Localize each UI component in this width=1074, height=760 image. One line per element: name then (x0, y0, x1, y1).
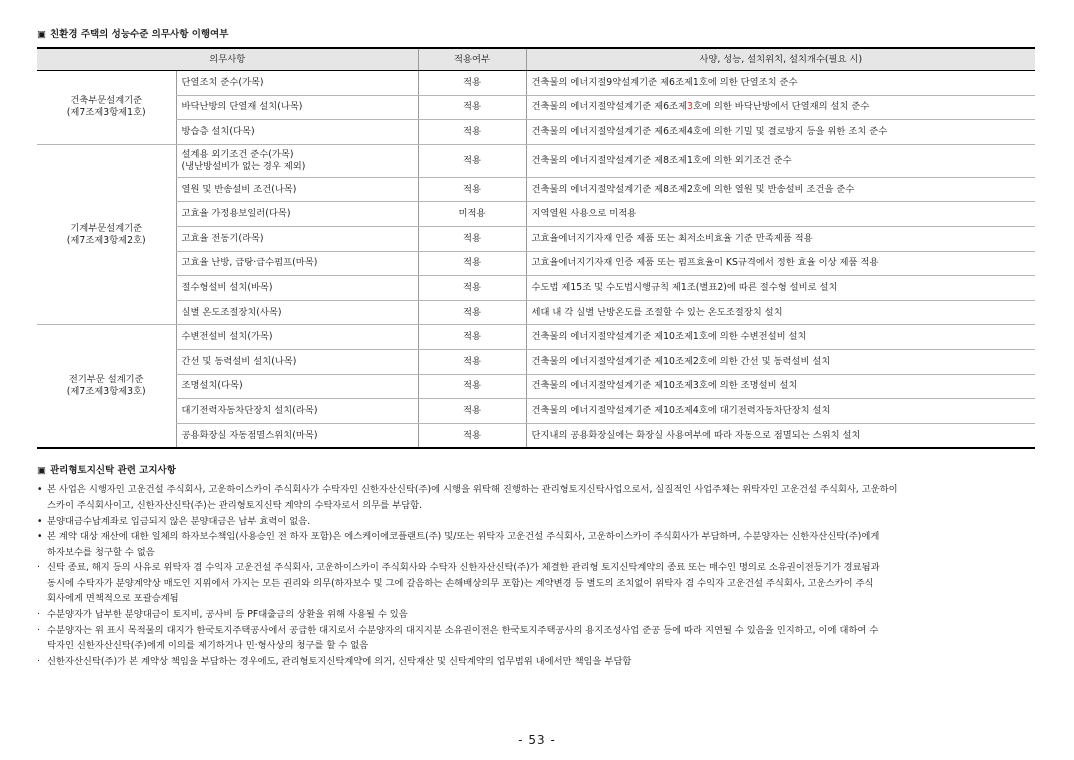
obligation-item-cell (176, 120, 418, 145)
notice-item (37, 607, 1036, 623)
category-cell (37, 144, 176, 325)
section2-title: ▣ 관리형토지신탁 관련 고지사항 (37, 465, 176, 477)
notice-text: 신한자산신탁(주)가 본 계약상 책임을 부담하는 경우에도, 관리형토지신탁계약에 의거, 신탁재산 및 신탁계약의 업무범위 내에서만 책임을 부담함 (47, 655, 632, 667)
notice-text: 본 계약 대상 재산에 대한 일체의 하자보수책임(사용승인 전 하자 포함)은 에스케이에코플랜트(주) 및/또는 위탁자 고운건설 주식회사, 고운하이스카이 주식회사가 부담하며, 수분양자는 신한자산신탁(주)에게 (47, 531, 880, 543)
section1-title: ▣ 친환경 주택의 성능수준 의무사항 이행여부 (37, 29, 229, 40)
header-obligation: 의무사항 (37, 48, 418, 71)
notice-text: 분양대금수납계좌로 입금되지 않은 분양대금은 납부 효력이 없음. (47, 515, 311, 527)
obligation-item-cell (176, 71, 418, 96)
table-row (37, 374, 1035, 399)
table-row (37, 177, 1035, 202)
obligation-item-cell (176, 325, 418, 350)
applied-status-cell: 적용 (418, 177, 526, 202)
notice-list (37, 482, 1036, 669)
applied-status-cell: 적용 (418, 120, 526, 145)
category-cell (37, 325, 176, 448)
table-row (37, 399, 1035, 424)
notice-text: 본 사업은 시행자인 고운건설 주식회사, 고운하이스카이 주식회사가 수탁자인 신한자산신탁(주)에 시행을 위탁해 진행하는 관리형토지신탁사업으로서, 실질적인 사업주체는 위탁자인 고운건설 주식회사, 고운하이 (47, 484, 898, 496)
obligation-item-text: 조명설치(다목) (181, 380, 243, 392)
obligation-item-text: 설계용 외기조건 준수(가목) (181, 148, 294, 160)
bullet-icon: • (37, 515, 43, 527)
spec-cell: 고효율에너지기자재 인증 제품 또는 펌프효율이 KS규격에서 정한 효율 이상 제품 적용 (526, 251, 1035, 276)
header-applied: 적용여부 (418, 48, 526, 71)
applied-status-cell: 적용 (418, 226, 526, 251)
notice-item (37, 654, 1036, 670)
obligation-item-text: 바닥난방의 단열재 설치(나목) (181, 101, 303, 113)
obligation-item-text: 열원 및 반송설비 조건(나목) (181, 183, 297, 195)
applied-status-cell: 적용 (418, 349, 526, 374)
bullet-icon: · (37, 562, 40, 574)
table-row (37, 226, 1035, 251)
spec-text: 건축물의 에너지절약설계기준 제6조제 (531, 101, 688, 113)
notice-text: 스카이 주식회사이고, 신한자산신탁(주)는 관리형토지신탁 계약의 수탁자로서 의무를 부담함. (47, 499, 423, 511)
applied-status-cell: 적용 (418, 144, 526, 177)
obligation-item-cell (176, 349, 418, 374)
category-label: 기계부문설계기준 (70, 222, 143, 234)
obligation-item-cell (176, 95, 418, 120)
obligation-item-text: (냉난방설비가 없는 경우 제외) (181, 160, 306, 172)
notice-text: 신탁 종료, 해지 등의 사유로 위탁자 겸 수익자 고운건설 주식회사, 고운하이스카이 주식회사와 수탁자 신한자산신탁(주)가 체결한 관리형 토지신탁계약의 종료 또는 매수인 명의로 소유권이전등기가 경료됨과 (47, 562, 880, 574)
obligation-item-text: 절수형설비 설치(바목) (181, 281, 273, 293)
notice-item (37, 623, 1036, 654)
spec-cell: 건축물의 에너지절약설계기준 제6조제4호에 의한 기밀 및 결로방지 등을 위한 조치 준수 (526, 120, 1035, 145)
notice-text: 회사에게 면책적으로 포괄승계됨 (47, 593, 179, 605)
obligation-item-cell (176, 374, 418, 399)
page-number: - 53 - (518, 733, 556, 747)
spec-cell (526, 95, 1035, 120)
spec-cell: 건축물의 에너지절약설계기준 제10조제3호에 의한 조명설비 설치 (526, 374, 1035, 399)
spec-cell: 건축물의 에너지절9약설계기준 제6조제1호에 의한 단열조치 준수 (526, 71, 1035, 96)
obligation-item-cell (176, 276, 418, 301)
requirements-table (37, 47, 1035, 449)
category-cell (37, 71, 176, 145)
spec-cell: 건축물의 에너지절약설계기준 제8조제2호에 의한 열원 및 반송설비 조건을 준수 (526, 177, 1035, 202)
applied-status-cell: 적용 (418, 300, 526, 325)
notice-item (37, 529, 1036, 560)
table-header-row (37, 48, 1035, 71)
bullet-icon: • (37, 531, 43, 543)
spec-cell: 건축물의 에너지절약설계기준 제10조제1호에 의한 수변전설비 설치 (526, 325, 1035, 350)
obligation-item-cell (176, 202, 418, 227)
table-row (37, 120, 1035, 145)
bullet-icon: · (37, 624, 40, 636)
table-body (37, 71, 1035, 449)
applied-status-cell: 적용 (418, 276, 526, 301)
obligation-item-text: 공용화장실 자동점멸스위치(마목) (181, 429, 318, 441)
applied-status-cell: 적용 (418, 423, 526, 448)
table-row (37, 251, 1035, 276)
applied-status-cell: 적용 (418, 251, 526, 276)
obligation-item-cell (176, 144, 418, 177)
notice-text: 탁자인 신한자산신탁(주)에게 이의를 제기하거나 민·형사상의 청구를 할 수 없음 (47, 640, 369, 652)
notice-text: 하자보수를 청구할 수 없음 (47, 546, 155, 558)
square-marker-icon: ▣ (37, 29, 46, 40)
spec-cell: 고효율에너지기자재 인증 제품 또는 최저소비효율 기준 만족제품 적용 (526, 226, 1035, 251)
table-row (37, 144, 1035, 177)
notice-item (37, 560, 1036, 607)
bullet-icon: · (37, 655, 40, 667)
notice-item (37, 482, 1036, 513)
notice-item (37, 514, 1036, 530)
obligation-item-text: 수변전설비 설치(가목) (181, 331, 273, 343)
applied-status-cell: 적용 (418, 95, 526, 120)
category-label: (제7조제3항제2호) (66, 234, 146, 246)
obligation-item-text: 방습층 설치(다목) (181, 125, 255, 137)
obligation-item-text: 단열조치 준수(가목) (181, 76, 264, 88)
spec-text: 호에 의한 바닥난방에서 단열재의 설치 준수 (692, 101, 870, 113)
square-marker-icon: ▣ (37, 465, 46, 477)
notice-text: 동시에 수탁자가 분양계약상 매도인 지위에서 가지는 모든 권리와 의무(하자보수 및 그에 갈음하는 손해배상의무 포함)는 계약변경 등 별도의 조치없이 위탁자 겸 수익자 고운건설 주식회사, 고운스카이 주식 (47, 577, 874, 589)
table-row (37, 71, 1035, 96)
bullet-icon: · (37, 609, 40, 621)
obligation-item-text: 간선 및 동력설비 설치(나목) (181, 355, 297, 367)
header-spec: 사양, 성능, 설치위치, 설치개수(필요 시) (526, 48, 1035, 71)
applied-status-cell: 적용 (418, 374, 526, 399)
table-row (37, 95, 1035, 120)
obligation-item-text: 대기전력자동차단장치 설치(라목) (181, 404, 318, 416)
document-page (37, 28, 1036, 669)
table-row (37, 349, 1035, 374)
spec-cell: 건축물의 에너지절약설계기준 제10조제2호에 의한 간선 및 동력설비 설치 (526, 349, 1035, 374)
category-label: (제7조제3항제3호) (66, 386, 146, 398)
obligation-item-cell (176, 300, 418, 325)
applied-status-cell: 적용 (418, 399, 526, 424)
table-row (37, 300, 1035, 325)
obligation-item-text: 고효율 전동기(라목) (181, 232, 264, 244)
notice-text: 수분양자가 납부한 분양대금이 토지비, 공사비 등 PF대출금의 상환을 위해 사용될 수 있음 (47, 609, 408, 621)
obligation-item-cell (176, 399, 418, 424)
obligation-item-cell (176, 423, 418, 448)
spec-highlight-text: 3 (687, 101, 693, 113)
bullet-icon: • (37, 484, 43, 496)
spec-cell: 세대 내 각 실별 난방온도를 조절할 수 있는 온도조절장치 설치 (526, 300, 1035, 325)
obligation-item-text: 실별 온도조절장치(사목) (181, 306, 282, 318)
category-label: 건축부문설계기준 (70, 95, 143, 107)
spec-cell: 건축물의 에너지절약설계기준 제10조제4호에 대기전력자동차단장치 설치 (526, 399, 1035, 424)
notice-text: 수분양자는 위 표시 목적물의 대지가 한국토지주택공사에서 공급한 대지로서 수분양자의 대지지분 소유권이전은 한국토지주택공사의 용지조성사업 준공 등에 따라 지연될 수 있음을 인지하고, 이에 대하여 수 (47, 624, 879, 636)
spec-cell: 지역열원 사용으로 미적용 (526, 202, 1035, 227)
spec-cell: 건축물의 에너지절약설계기준 제8조제1호에 의한 외기조건 준수 (526, 144, 1035, 177)
category-label: (제7조제3항제1호) (66, 107, 146, 119)
spec-cell: 수도법 제15조 및 수도법시행규칙 제1조(별표2)에 따른 절수형 설비로 설치 (526, 276, 1035, 301)
table-row (37, 325, 1035, 350)
applied-status-cell: 적용 (418, 325, 526, 350)
applied-status-cell: 적용 (418, 71, 526, 96)
obligation-item-cell (176, 226, 418, 251)
obligation-item-text: 고효율 가정용보일러(다목) (181, 208, 291, 220)
applied-status-cell: 미적용 (418, 202, 526, 227)
table-row (37, 423, 1035, 448)
spec-cell: 단지내의 공용화장실에는 화장실 사용여부에 따라 자동으로 점멸되는 스위치 설치 (526, 423, 1035, 448)
table-row (37, 276, 1035, 301)
obligation-item-cell (176, 177, 418, 202)
obligation-item-cell (176, 251, 418, 276)
category-label: 전기부문 설계기준 (68, 374, 144, 386)
obligation-item-text: 고효율 난방, 급탕·급수펌프(마목) (181, 257, 318, 269)
table-row (37, 202, 1035, 227)
